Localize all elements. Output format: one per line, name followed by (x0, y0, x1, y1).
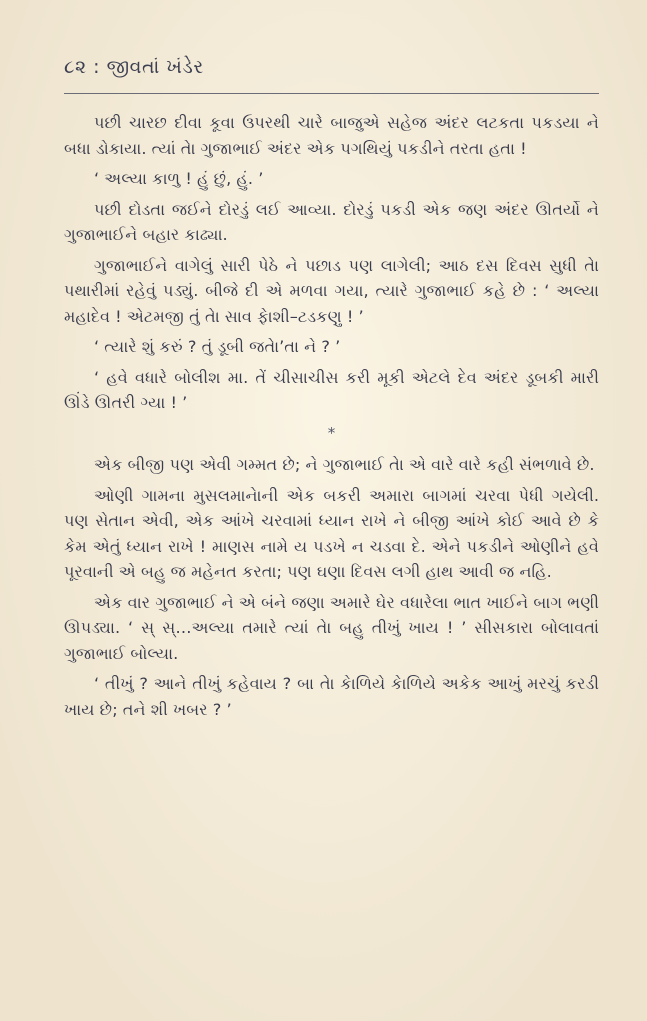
paragraph: પછી ચારછ દીવા કૂવા ઉપરથી ચારે બાજુએ સહેજ અંદર લટકતા પકડયા ને બધા ડોકાયા. ત્યાં તેા ગુજાભાઈ અંદર એક પગથિયું પકડીને તરતા હતા ! (64, 113, 599, 158)
paragraph: ઓણી ગામના મુસલમાનેાની એક બકરી અમારા બાગમાં ચરવા પેધી ગયેલી. પણ સેતાન એવી, એક આંખે ચરવામાં ધ્યાન રાખે ને બીજી આંખે કોઈ આવે છે કે કેમ એતું ધ્યાન રાખે ! માણસ નામે ય પડખે ન ચડવા દે. એને પકડીને ઓણીને હવે પૂરવાની એ બહુ જ મહેનત કરતા; પણ ઘણા દિવસ લગી હાથ આવી જ નહિ. (64, 485, 599, 581)
header-rule (64, 93, 599, 94)
paragraph: એક વાર ગુજાભાઈ ને એ બંને જણા અમારે ઘેર વધારેલા ભાત ખાઈને બાગ ભણી ઊપડ્યા. ‘ સ્‌ સ્‌…અલ્યા તમારે ત્યાં તેા બહુ તીખું ખાય ! ’ સીસકારા બોલાવતાં ગુજાભાઈ બોલ્યા. (64, 592, 599, 663)
paragraph: ‘ ત્યારે શું કરું ? તું ડૂબી જતેા’તા ને ? ’ (94, 337, 341, 356)
running-header (64, 56, 204, 78)
page-number: ૮૨ (64, 56, 87, 78)
paragraph: એક બીજી પણ એવી ગમ્મત છે; ને ગુજાભાઈ તેા એ વારે વારે કહી સંભળાવે છે. (94, 455, 595, 474)
paragraph: ‘ હવે વધારે બોલીશ મા. તેં ચીસાચીસ કરી મૂકી એટલે દેવ અંદર ડૂબકી મારી ઊંડે ઊતરી ગ્યા ! ’ (64, 367, 599, 412)
header-separator: : (93, 56, 101, 78)
book-title: જીવતાં ખંડેર (106, 56, 204, 78)
section-divider: * (327, 423, 336, 442)
paragraph: ‘ તીખું ? આને તીખું કહેવાય ? બા તેા કેાળિયે કેાળિયે અકેક આખું મરચું કરડી ખાય છે; તને શી ખબર ? ’ (64, 674, 599, 719)
page-body (64, 110, 599, 727)
paragraph: પછી દોડતા જઈને દોરડું લઈ આવ્યા. દોરડું પકડી એક જણ અંદર ઊતર્યો ને ગુજાભાઈને બહાર કાઢ્યા. (64, 199, 599, 244)
paragraph: ગુજાભાઈને વાગેલું સારી પેઠે ને પછાડ પણ લાગેલી; આઠ દસ દિવસ સુધી તેા પથારીમાં રહેવું પડ્યું. બીજે દી એ મળવા ગયા, ત્યારે ગુજાભાઈ કહે છે : ‘ અલ્યા મહાદેવ ! એટમજી તું તેા સાવ ફેાશી–ટડકણુ ! ’ (64, 255, 599, 326)
paragraph: ‘ અલ્યા કાળુ ! હું છું, હું. ’ (94, 169, 264, 188)
